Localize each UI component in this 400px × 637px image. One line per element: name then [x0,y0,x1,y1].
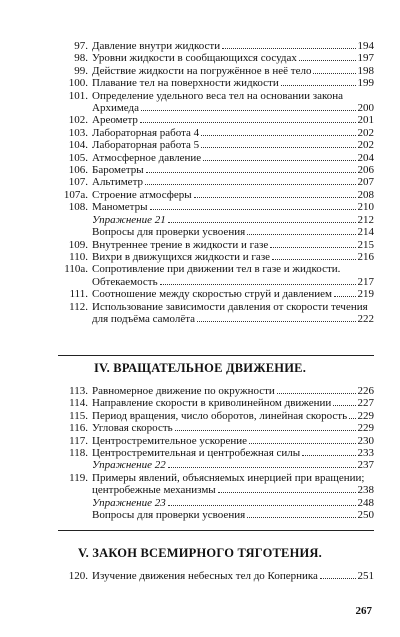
toc-entry [58,472,374,484]
section-heading-iv: IV. ВРАЩАТЕЛЬНОЕ ДВИЖЕНИЕ. [93,361,307,375]
entry-number: 111. [69,288,88,301]
leader-dots [249,442,355,444]
toc-entry [58,139,374,151]
entry-page: 210 [357,201,374,214]
entry-page: 222 [357,312,374,325]
leader-dots [349,417,355,419]
entry-title: Давление внутри жидкости [92,40,221,52]
entry-title: Внутреннее трение в жидкости и газе [92,238,269,251]
toc-entry [58,52,374,64]
toc-entry [58,201,374,213]
entry-title: Угловая скорость [92,422,173,435]
entry-page: 248 [357,496,374,509]
leader-dots [160,283,356,285]
section-divider [58,530,374,531]
toc-entry [58,251,374,263]
toc-entry [58,570,374,582]
toc-entry [58,40,374,52]
entry-number: 107. [68,176,88,189]
toc-entry [58,90,374,102]
leader-dots [333,404,355,406]
leader-dots [168,466,356,468]
entry-page: 206 [357,164,374,177]
leader-dots [203,159,355,161]
toc-entry [58,385,374,397]
leader-dots [334,295,355,297]
toc-entry [58,422,374,434]
toc-block-rotation [58,385,374,521]
entry-number: 107а. [63,188,88,201]
toc-entry-continuation [58,484,374,496]
entry-number: 106. [68,164,88,177]
entry-title: Период вращения, число оборотов, линейная скорость [92,409,348,422]
toc-entry [58,459,374,471]
entry-title: Упражнение 23 [92,496,166,509]
entry-page: 219 [357,288,374,301]
entry-number: 104. [68,139,88,152]
entry-page: 194 [357,40,374,52]
leader-dots [141,109,355,111]
entry-title: Упражнение 21 [92,213,166,226]
toc-entry [58,127,374,139]
toc-entry [58,65,374,77]
toc-entry [58,214,374,226]
entry-number: 116. [69,422,88,435]
entry-number: 117. [69,434,88,447]
entry-page: 197 [357,52,374,65]
page-number: 267 [355,605,372,617]
entry-page: 204 [357,151,374,164]
entry-title: Лабораторная работа 5 [92,139,200,152]
entry-title: Соотношение между скоростью струй и давлением [92,288,333,301]
entry-number: 119. [69,471,88,484]
leader-dots [299,59,356,61]
entry-number: 108. [68,201,88,214]
entry-number: 112. [69,300,88,313]
leader-dots [247,233,355,235]
entry-title: Строение атмосферы [92,188,192,201]
toc-entry-continuation [58,102,374,114]
entry-page: 250 [357,509,374,522]
toc-entry [58,397,374,409]
entry-title: Центростремительная и центробежная силы [92,447,301,460]
entry-title: Вихри в движущихся жидкости и газе [92,250,271,263]
entry-title: Центростремительное ускорение [92,434,248,447]
entry-number: 120. [68,570,88,582]
leader-dots [302,454,355,456]
leader-dots [140,121,356,123]
toc-entry [58,288,374,300]
section-divider [58,355,374,356]
leader-dots [150,208,356,210]
entry-title: Барометры [92,164,144,177]
entry-title: Примеры явлений, объясняемых инерцией при вращении; [92,471,365,484]
entry-number: 109. [68,238,88,251]
entry-number: 115. [69,409,88,422]
entry-title: Сопротивление при движении тел в газе и жидкости. [92,263,341,276]
entry-number: 99. [74,64,88,77]
entry-number: 97. [74,40,88,52]
toc-entry [58,410,374,422]
entry-page: 238 [357,484,374,497]
leader-dots [194,196,356,198]
entry-title: Определение удельного веса тел на основании закона [92,89,344,102]
toc-entry [58,239,374,251]
entry-number: 101. [68,89,88,102]
leader-dots [168,504,356,506]
entry-page: 215 [357,238,374,251]
leader-dots [272,258,355,260]
leader-dots [247,516,355,518]
entry-title-continued: центробежные механизмы [92,484,216,497]
entry-page: 202 [357,139,374,152]
leader-dots [313,72,355,74]
toc-entry-continuation [58,276,374,288]
toc-entry [58,497,374,509]
entry-title: Атмосферное давление [92,151,202,164]
toc-entry [58,152,374,164]
leader-dots [270,246,355,248]
entry-title: Уровни жидкости в сообщающихся сосудах [92,52,297,65]
entry-title: Плавание тел на поверхности жидкости [92,77,279,90]
entry-number: 110. [69,250,88,263]
toc-block-gravitation [58,570,374,582]
toc-entry [58,189,374,201]
entry-page: 198 [357,64,374,77]
toc-entry [58,226,374,238]
entry-title: Изучение движения небесных тел до Коперника [92,570,318,582]
entry-page: 207 [357,176,374,189]
leader-dots [146,171,356,173]
entry-page: 214 [357,226,374,239]
entry-number: 105. [68,151,88,164]
toc-entry [58,164,374,176]
entry-page: 201 [357,114,374,127]
entry-page: 212 [357,213,374,226]
entry-page: 199 [357,77,374,90]
entry-number: 98. [74,52,88,65]
entry-title: Направление скорости в криволинейном движении [92,397,332,410]
entry-page: 208 [357,188,374,201]
entry-page: 200 [357,102,374,115]
leader-dots [145,183,355,185]
entry-number: 114. [69,397,88,410]
leader-dots [168,221,356,223]
entry-page: 226 [357,385,374,397]
section-heading-v: V. ЗАКОН ВСЕМИРНОГО ТЯГОТЕНИЯ. [78,546,322,560]
toc-entry [58,77,374,89]
entry-page: 227 [357,397,374,410]
entry-page: 229 [357,422,374,435]
entry-number: 100. [68,77,88,90]
toc-entry [58,509,374,521]
toc-block-hydrostatics [58,40,374,325]
leader-dots [320,577,356,579]
entry-number: 113. [69,385,88,397]
entry-title: Ареометр [92,114,138,127]
entry-page: 233 [357,447,374,460]
entry-title-continued: для подъёма самолёта [92,312,196,325]
entry-page: 237 [357,459,374,472]
entry-title: Упражнение 22 [92,459,166,472]
toc-entry [58,447,374,459]
entry-title: Альтиметр [92,176,144,189]
entry-page: 216 [357,250,374,263]
leader-dots [222,47,355,49]
toc-entry [58,263,374,275]
entry-title: Вопросы для проверки усвоения [92,509,246,522]
entry-number: 103. [68,126,88,139]
leader-dots [218,491,356,493]
toc-entry [58,114,374,126]
leader-dots [175,429,356,431]
entry-title-continued: Обтекаемость [92,275,158,288]
leader-dots [277,392,356,394]
entry-title: Лабораторная работа 4 [92,126,200,139]
entry-page: 230 [357,434,374,447]
toc-entry [58,301,374,313]
toc-entry [58,435,374,447]
entry-number: 118. [69,447,88,460]
entry-title-continued: Архимеда [92,102,140,115]
toc-entry [58,176,374,188]
leader-dots [281,84,356,86]
entry-number: 110а. [64,263,88,276]
leader-dots [197,320,355,322]
entry-title: Вопросы для проверки усвоения [92,226,246,239]
leader-dots [201,146,355,148]
toc-entry-continuation [58,313,374,325]
entry-page: 229 [357,409,374,422]
entry-page: 251 [357,570,374,582]
entry-title: Манометры [92,201,148,214]
entry-number: 102. [68,114,88,127]
entry-title: Использование зависимости давления от скорости течения [92,300,368,313]
entry-title: Равномерное движение по окружности [92,385,275,397]
leader-dots [201,134,355,136]
entry-page: 217 [357,275,374,288]
entry-title: Действие жидкости на погружённое в неё тело [92,64,312,77]
entry-page: 202 [357,126,374,139]
